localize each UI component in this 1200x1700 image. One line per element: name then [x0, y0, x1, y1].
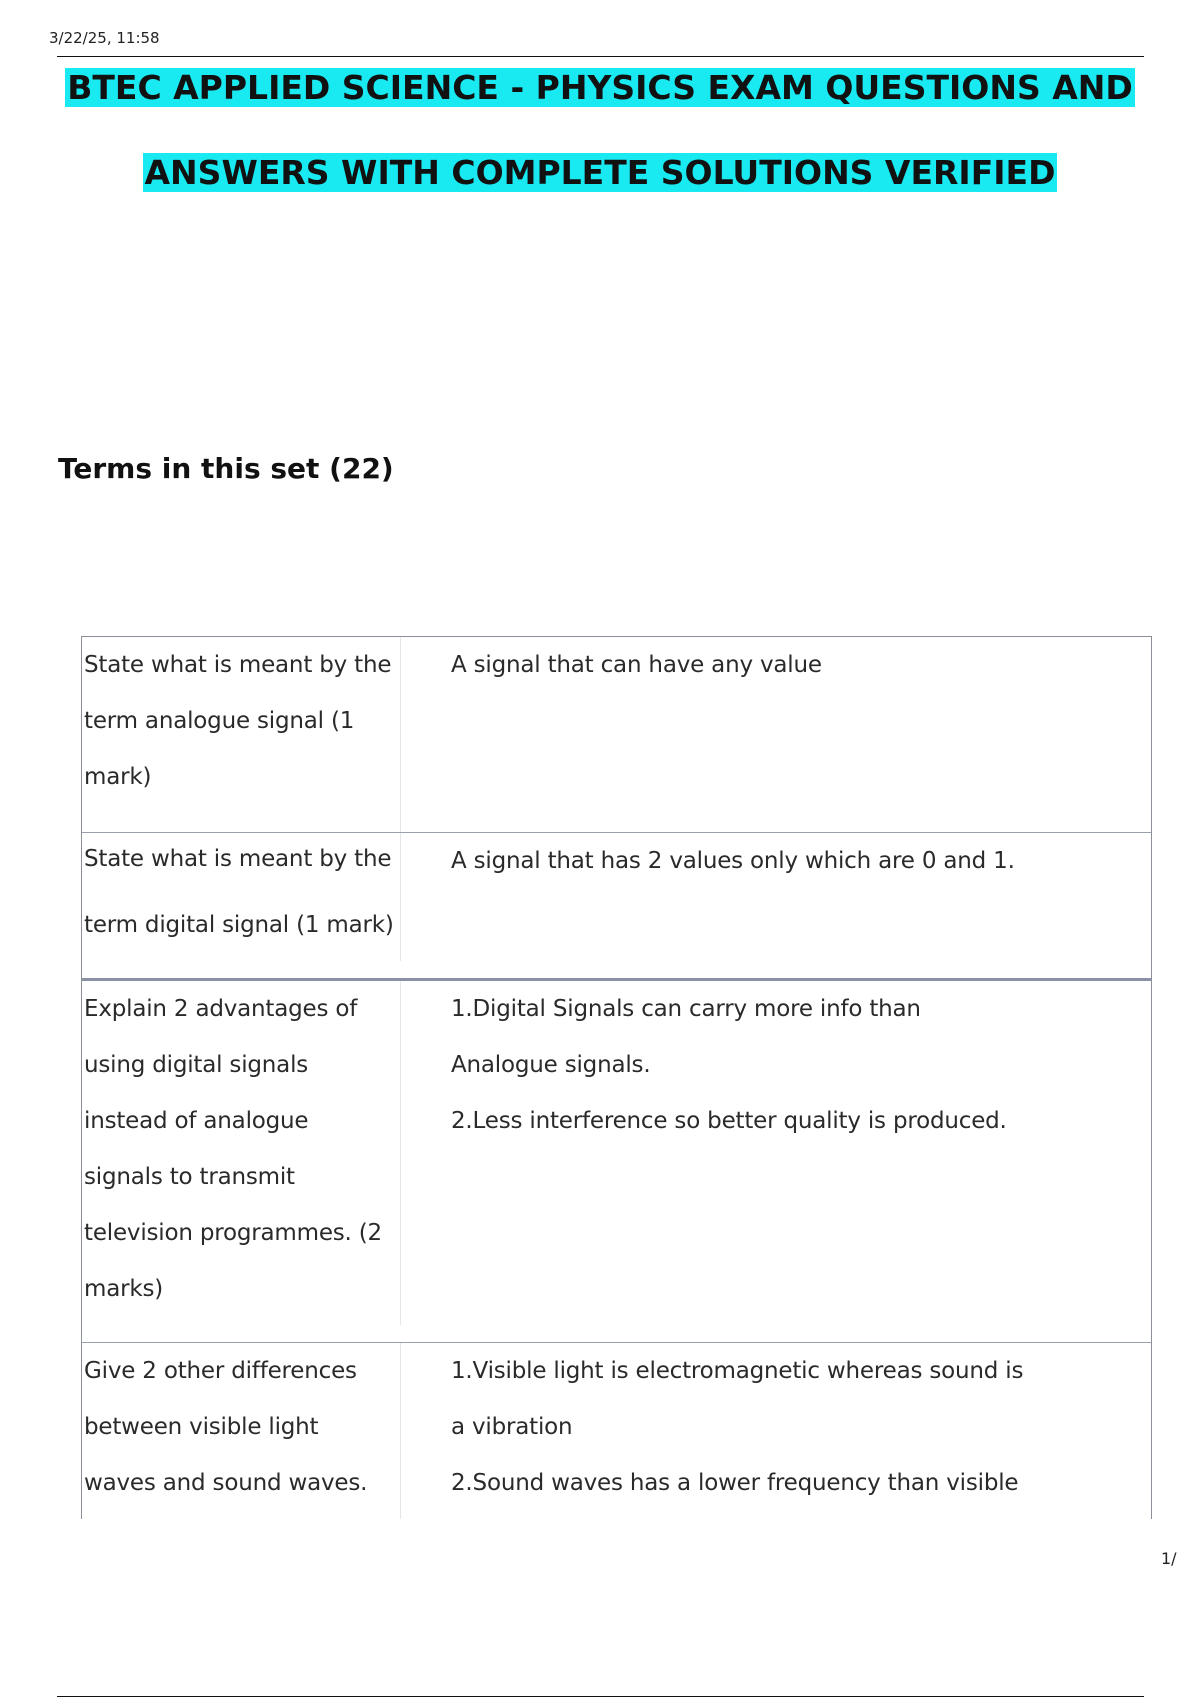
document-title-line-2	[0, 153, 1200, 193]
term-row	[82, 832, 1151, 981]
column-divider	[400, 833, 401, 961]
term-answer: A signal that can have any value	[451, 652, 822, 678]
title-highlight-2: ANSWERS WITH COMPLETE SOLUTIONS VERIFIED	[144, 153, 1056, 192]
column-divider	[400, 637, 401, 832]
term-question: State what is meant by the term digital signal (1 mark)	[84, 846, 394, 938]
title-highlight-1: BTEC APPLIED SCIENCE - PHYSICS EXAM QUESTIONS AND	[67, 68, 1133, 107]
term-question: State what is meant by the term analogue signal (1 mark)	[84, 652, 392, 790]
term-answer: A signal that has 2 values only which are 0 and 1.	[451, 848, 1015, 874]
print-timestamp: 3/22/25, 11:58	[49, 29, 160, 47]
term-question: Explain 2 advantages of using digital signals instead of analogue signals to transmit television programmes. (2 marks)	[84, 996, 382, 1302]
footer-rule	[57, 1696, 1144, 1697]
term-row	[82, 637, 1151, 832]
term-row	[82, 1342, 1151, 1519]
column-divider	[400, 981, 401, 1325]
term-answer: 1.Digital Signals can carry more info than Analogue signals. 2.Less interference so better quality is produced.	[451, 996, 1007, 1134]
terms-heading: Terms in this set (22)	[58, 452, 394, 485]
terms-table	[81, 636, 1152, 1519]
term-question: Give 2 other differences between visible light waves and sound waves.	[84, 1358, 368, 1496]
page-number: 1/	[1161, 1549, 1177, 1568]
document-title-line-1	[0, 68, 1200, 108]
column-divider	[400, 1343, 401, 1519]
header-rule	[57, 56, 1144, 57]
term-answer: 1.Visible light is electromagnetic whereas sound is a vibration 2.Sound waves has a lower frequency than visible	[451, 1358, 1024, 1496]
term-row	[82, 978, 1151, 1345]
